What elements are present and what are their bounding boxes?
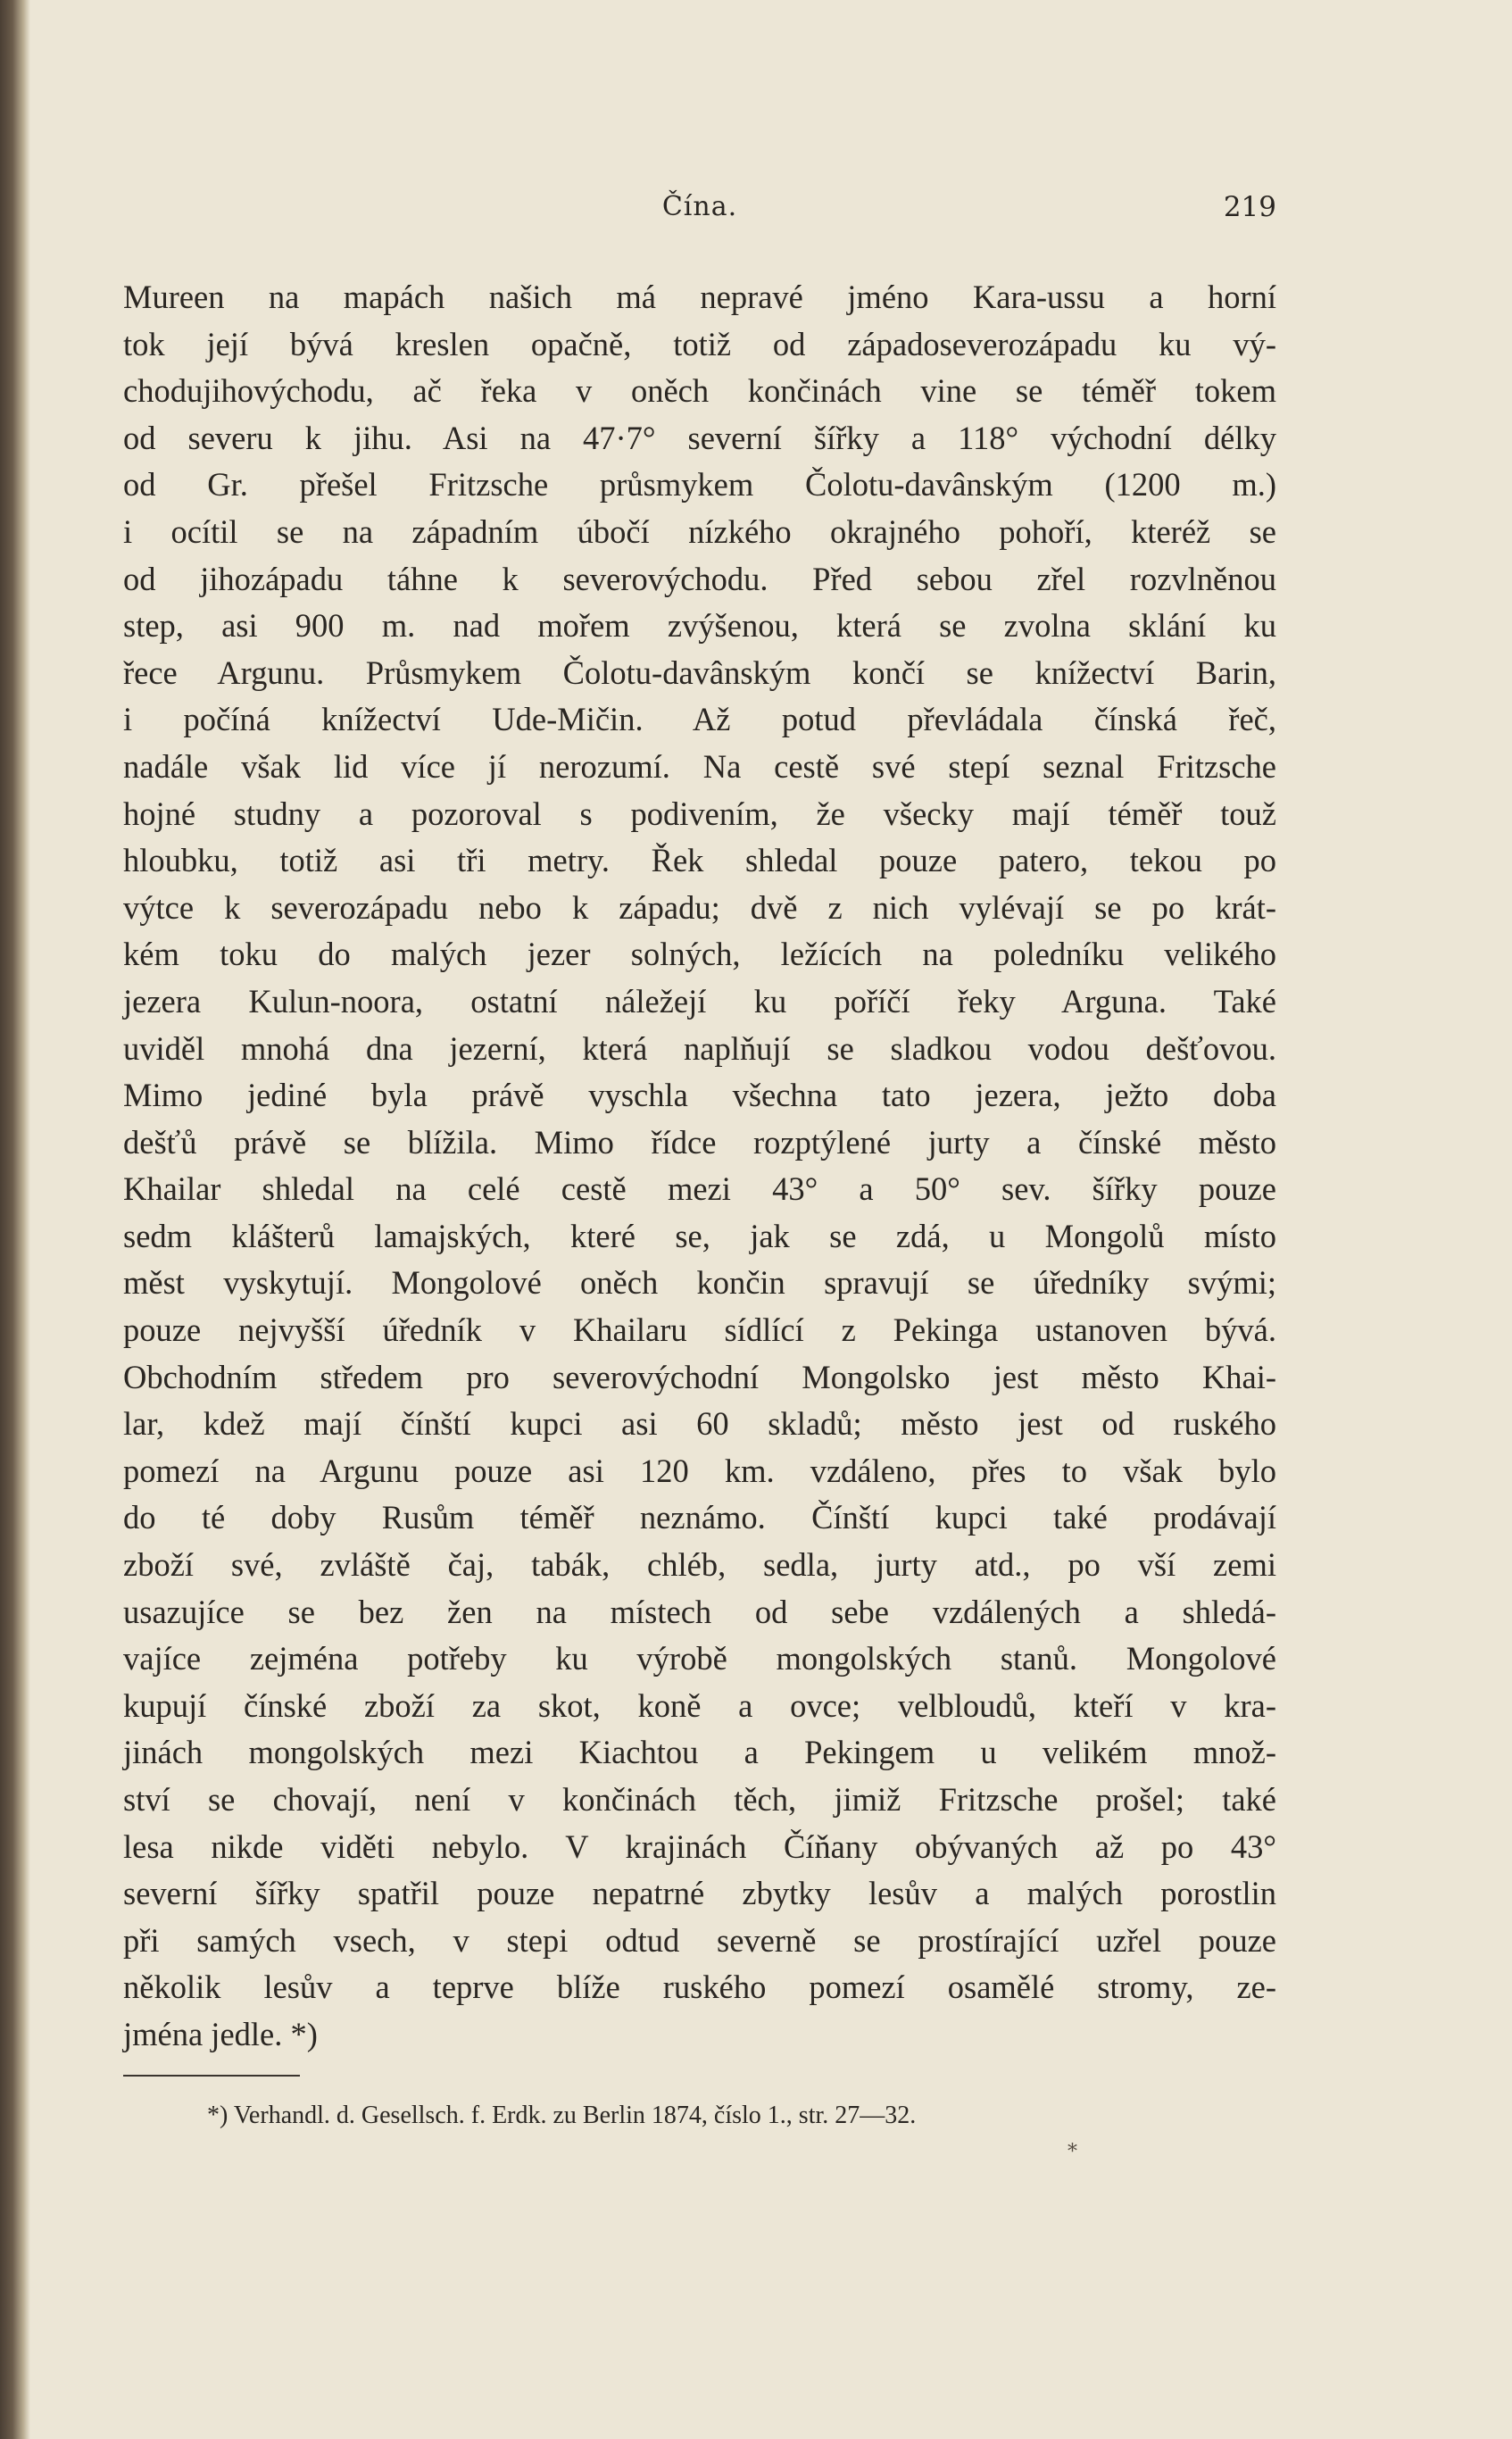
text-line: i počíná knížectví Ude-Mičin. Až potud převládala čínská řeč, xyxy=(123,701,1276,738)
text-line: vajíce zejména potřeby ku výrobě mongolských stanů. Mongolové xyxy=(123,1640,1276,1677)
footnote: *) Verhandl. d. Gesellsch. f. Erdk. zu Berlin 1874, číslo 1., str. 27—32. xyxy=(207,2102,917,2129)
text-line: chodujihovýchodu, ač řeka v oněch končinách vine se téměř tokem xyxy=(123,372,1276,410)
text-line: ství se chovají, není v končinách těch, jimiž Fritzsche prošel; také xyxy=(123,1781,1276,1818)
text-line: lar, kdež mají čínští kupci asi 60 skladů; město jest od ruského xyxy=(123,1405,1276,1443)
text-line: několik lesův a teprve blíže ruského pomezí osamělé stromy, ze- xyxy=(123,1969,1276,2006)
text-line: kupují čínské zboží za skot, koně a ovce; velbloudů, kteří v kra- xyxy=(123,1686,1276,1724)
text-line: měst vyskytují. Mongolové oněch končin spravují se úředníky svými; xyxy=(123,1264,1276,1302)
text-line: pouze nejvyšší úředník v Khailaru sídlící z Pekinga ustanoven bývá. xyxy=(123,1311,1276,1349)
text-line: do té doby Rusům téměř neznámo. Čínští kupci také prodávají xyxy=(123,1499,1276,1536)
text-line: hojné studny a pozoroval s podivením, že všecky mají téměř touž xyxy=(123,795,1276,832)
text-line: nadále však lid více jí nerozumí. Na cestě své stepí seznal Fritzsche xyxy=(123,747,1276,785)
text-line: při samých vsech, v stepi odtud severně se prostírající uzřel pouze xyxy=(123,1921,1276,1959)
text-line: uviděl mnohá dna jezerní, která naplňují se sladkou vodou dešťovou. xyxy=(123,1029,1276,1067)
text-line: i ocítil se na západním úbočí nízkého okrajného pohoří, kteréž se xyxy=(123,512,1276,550)
text-line: jména jedle. *) xyxy=(123,2015,318,2052)
text-line: výtce k severozápadu nebo k západu; dvě z nich vylévají se po krát- xyxy=(123,888,1276,926)
text-line: řece Argunu. Průsmykem Čolotu-davânským končí se knížectví Barin, xyxy=(123,653,1276,691)
text-line: kém toku do malých jezer solných, ležících na poledníku velikého xyxy=(123,936,1276,973)
text-line: od severu k jihu. Asi na 47·7° severní šířky a 118° východní délky xyxy=(123,419,1276,456)
text-line: step, asi 900 m. nad mořem zvýšenou, která se zvolna sklání ku xyxy=(123,607,1276,645)
text-line: hloubku, totiž asi tři metry. Řek shledal pouze patero, tekou po xyxy=(123,842,1276,879)
text-line: Obchodním středem pro severovýchodní Mongolsko jest město Khai- xyxy=(123,1358,1276,1395)
text-line: usazujíce se bez žen na místech od sebe vzdálených a shledá- xyxy=(123,1593,1276,1630)
text-line: sedm klášterů lamajských, které se, jak se zdá, u Mongolů místo xyxy=(123,1217,1276,1254)
footnote-rule xyxy=(123,2075,300,2077)
text-line: Khailar shledal na celé cestě mezi 43° a 50° sev. šířky pouze xyxy=(123,1170,1276,1208)
body-text xyxy=(123,274,1276,2059)
text-line: lesa nikde viděti nebylo. V krajinách Číňany obývaných až po 43° xyxy=(123,1827,1276,1865)
text-line: Mureen na mapách našich má nepravé jméno Kara-ussu a horní xyxy=(123,279,1276,315)
text-line: Mimo jediné byla právě vyschla všechna tato jezera, ježto doba xyxy=(123,1077,1276,1114)
text-line: pomezí na Argunu pouze asi 120 km. vzdáleno, přes to však bylo xyxy=(123,1452,1276,1489)
text-line: od Gr. přešel Fritzsche průsmykem Čolotu-davânským (1200 m.) xyxy=(123,466,1276,504)
page-number: 219 xyxy=(1223,191,1276,223)
text-line: tok její bývá kreslen opačně, totiž od západoseverozápadu ku vý- xyxy=(123,325,1276,362)
text-line: zboží své, zvláště čaj, tabák, chléb, sedla, jurty atd., po vší zemi xyxy=(123,1546,1276,1584)
text-line: jezera Kulun-noora, ostatní náležejí ku poříčí řeky Arguna. Také xyxy=(123,982,1276,1020)
text-line: jinách mongolských mezi Kiachtou a Pekingem u velikém množ- xyxy=(123,1734,1276,1771)
page-mark: * xyxy=(1068,2141,1077,2163)
text-line: dešťů právě se blížila. Mimo řídce rozptýlené jurty a čínské město xyxy=(123,1123,1276,1161)
running-title: Čína. xyxy=(661,191,738,222)
text-line: od jihozápadu táhne k severovýchodu. Před sebou zřel rozvlněnou xyxy=(123,560,1276,597)
running-head xyxy=(123,191,1276,227)
text-line: severní šířky spatřil pouze nepatrné zbytky lesův a malých porostlin xyxy=(123,1875,1276,1912)
